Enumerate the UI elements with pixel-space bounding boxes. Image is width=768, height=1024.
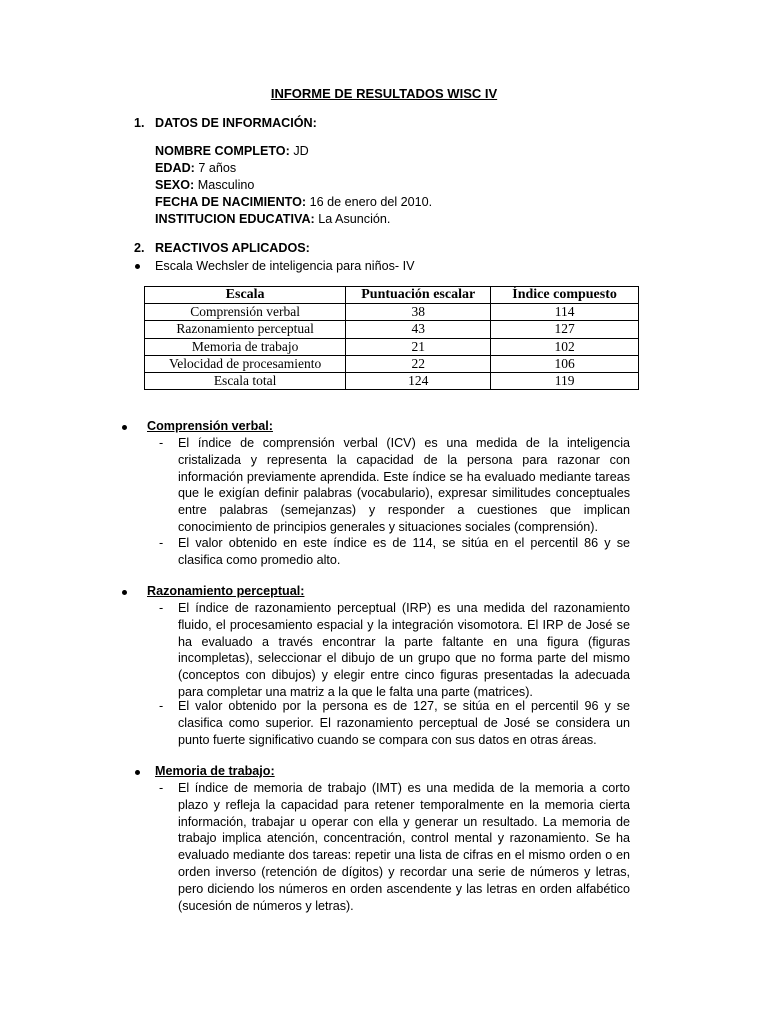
section1-number: 1. [134, 116, 145, 130]
cell-escala: Razonamiento perceptual [145, 321, 346, 338]
cell-indice: 102 [491, 338, 639, 355]
bullet-icon [122, 590, 127, 595]
section2-number: 2. [134, 241, 145, 255]
cell-puntuacion: 22 [346, 355, 491, 372]
cell-escala: Comprensión verbal [145, 304, 346, 321]
verbal-heading: Comprensión verbal: [147, 419, 273, 433]
field-label: INSTITUCION EDUCATIVA: [155, 212, 315, 226]
cell-indice: 114 [491, 304, 639, 321]
header-puntuacion: Puntuación escalar [346, 287, 491, 304]
dash-icon: - [159, 781, 164, 795]
table-row [145, 338, 639, 355]
field-sexo [155, 177, 254, 194]
dash-icon: - [159, 601, 164, 615]
cell-escala: Memoria de trabajo [145, 338, 346, 355]
memory-heading: Memoria de trabajo: [155, 764, 275, 778]
field-label: EDAD: [155, 161, 195, 175]
cell-indice: 127 [491, 321, 639, 338]
section2-bullet-text: Escala Wechsler de inteligencia para niños- IV [155, 259, 415, 273]
verbal-paragraph-2: El valor obtenido en este índice es de 114, se sitúa en el percentil 86 y se clasifica como promedio alto. [178, 536, 630, 567]
scores-table [144, 286, 639, 390]
report-title: INFORME DE RESULTADOS WISC IV [270, 86, 498, 101]
table-row [145, 321, 639, 338]
bullet-icon [135, 770, 140, 775]
cell-puntuacion: 124 [346, 372, 491, 389]
field-edad [155, 160, 236, 177]
field-label: FECHA DE NACIMIENTO: [155, 195, 307, 209]
bullet-icon [135, 264, 140, 269]
dash-icon: - [159, 436, 164, 450]
memory-paragraph-1: El índice de memoria de trabajo (IMT) es una medida de la memoria a corto plazo y refleja la capacidad para retener temporalmente en la memoria cierta información, trabajar u operar con ella y generar un resultado. La memoria de trabajo implica atención, concentración, control mental y razonamiento. Se ha evaluado mediante dos tareas: repetir una lista de cifras en el mismo orden o en orden inverso (retención de dígitos) y recordar una serie de números y letras, pero diciendo los números en orden ascendente y las letras en orden alfabético (sucesión de números y letras). [178, 781, 630, 913]
field-institucion [155, 211, 390, 228]
section2-heading: REACTIVOS APLICADOS: [155, 241, 310, 255]
table-row [145, 355, 639, 372]
field-fecha [155, 194, 432, 211]
cell-escala: Escala total [145, 372, 346, 389]
field-value: 7 años [198, 161, 237, 175]
cell-indice: 106 [491, 355, 639, 372]
dash-icon: - [159, 536, 164, 550]
field-value: JD [293, 144, 309, 158]
cell-puntuacion: 21 [346, 338, 491, 355]
bullet-icon [122, 425, 127, 430]
section1-heading: DATOS DE INFORMACIÓN: [155, 116, 317, 130]
field-nombre [155, 143, 309, 160]
header-escala: Escala [145, 287, 346, 304]
field-label: NOMBRE COMPLETO: [155, 144, 290, 158]
field-value: La Asunción. [318, 212, 391, 226]
field-value: Masculino [197, 178, 255, 192]
cell-escala: Velocidad de procesamiento [145, 355, 346, 372]
cell-puntuacion: 43 [346, 321, 491, 338]
perceptual-paragraph-2: El valor obtenido por la persona es de 127, se sitúa en el percentil 96 y se clasifica como superior. El razonamiento perceptual de José se considera un punto fuerte significativo cuando se compara con sus datos en otras áreas. [178, 699, 630, 747]
field-label: SEXO: [155, 178, 195, 192]
verbal-paragraph-1: El índice de comprensión verbal (ICV) es una medida de la inteligencia cristalizada y representa la capacidad de la persona para razonar con información previamente aprendida. Este índice se ha evaluado mediante tareas que le exigían definir palabras (vocabulario), expresar similitudes conceptuales entre palabras (semejanzas) y responder a cuestiones que implican conocimiento de principios generales y situaciones sociales (comprensión). [178, 436, 630, 534]
perceptual-heading: Razonamiento perceptual: [147, 584, 305, 598]
table-header-row [145, 287, 639, 304]
header-indice: Índice compuesto [491, 287, 639, 304]
dash-icon: - [159, 699, 164, 713]
cell-indice: 119 [491, 372, 639, 389]
field-value: 16 de enero del 2010. [309, 195, 433, 209]
perceptual-paragraph-1: El índice de razonamiento perceptual (IRP) es una medida del razonamiento fluido, el procesamiento espacial y la integración visomotora. El IRP de José se ha evaluado a través encontrar la parte faltante en una figura (figuras incompletas), seleccionar el dibujo de un grupo que no forma parte del mismo (conceptos con dibujos) y elegir entre cinco figuras presentadas la adecuada para completar una matriz a la que le falta una parte (matrices). [178, 601, 630, 699]
cell-puntuacion: 38 [346, 304, 491, 321]
table-row [145, 304, 639, 321]
table-row [145, 372, 639, 389]
